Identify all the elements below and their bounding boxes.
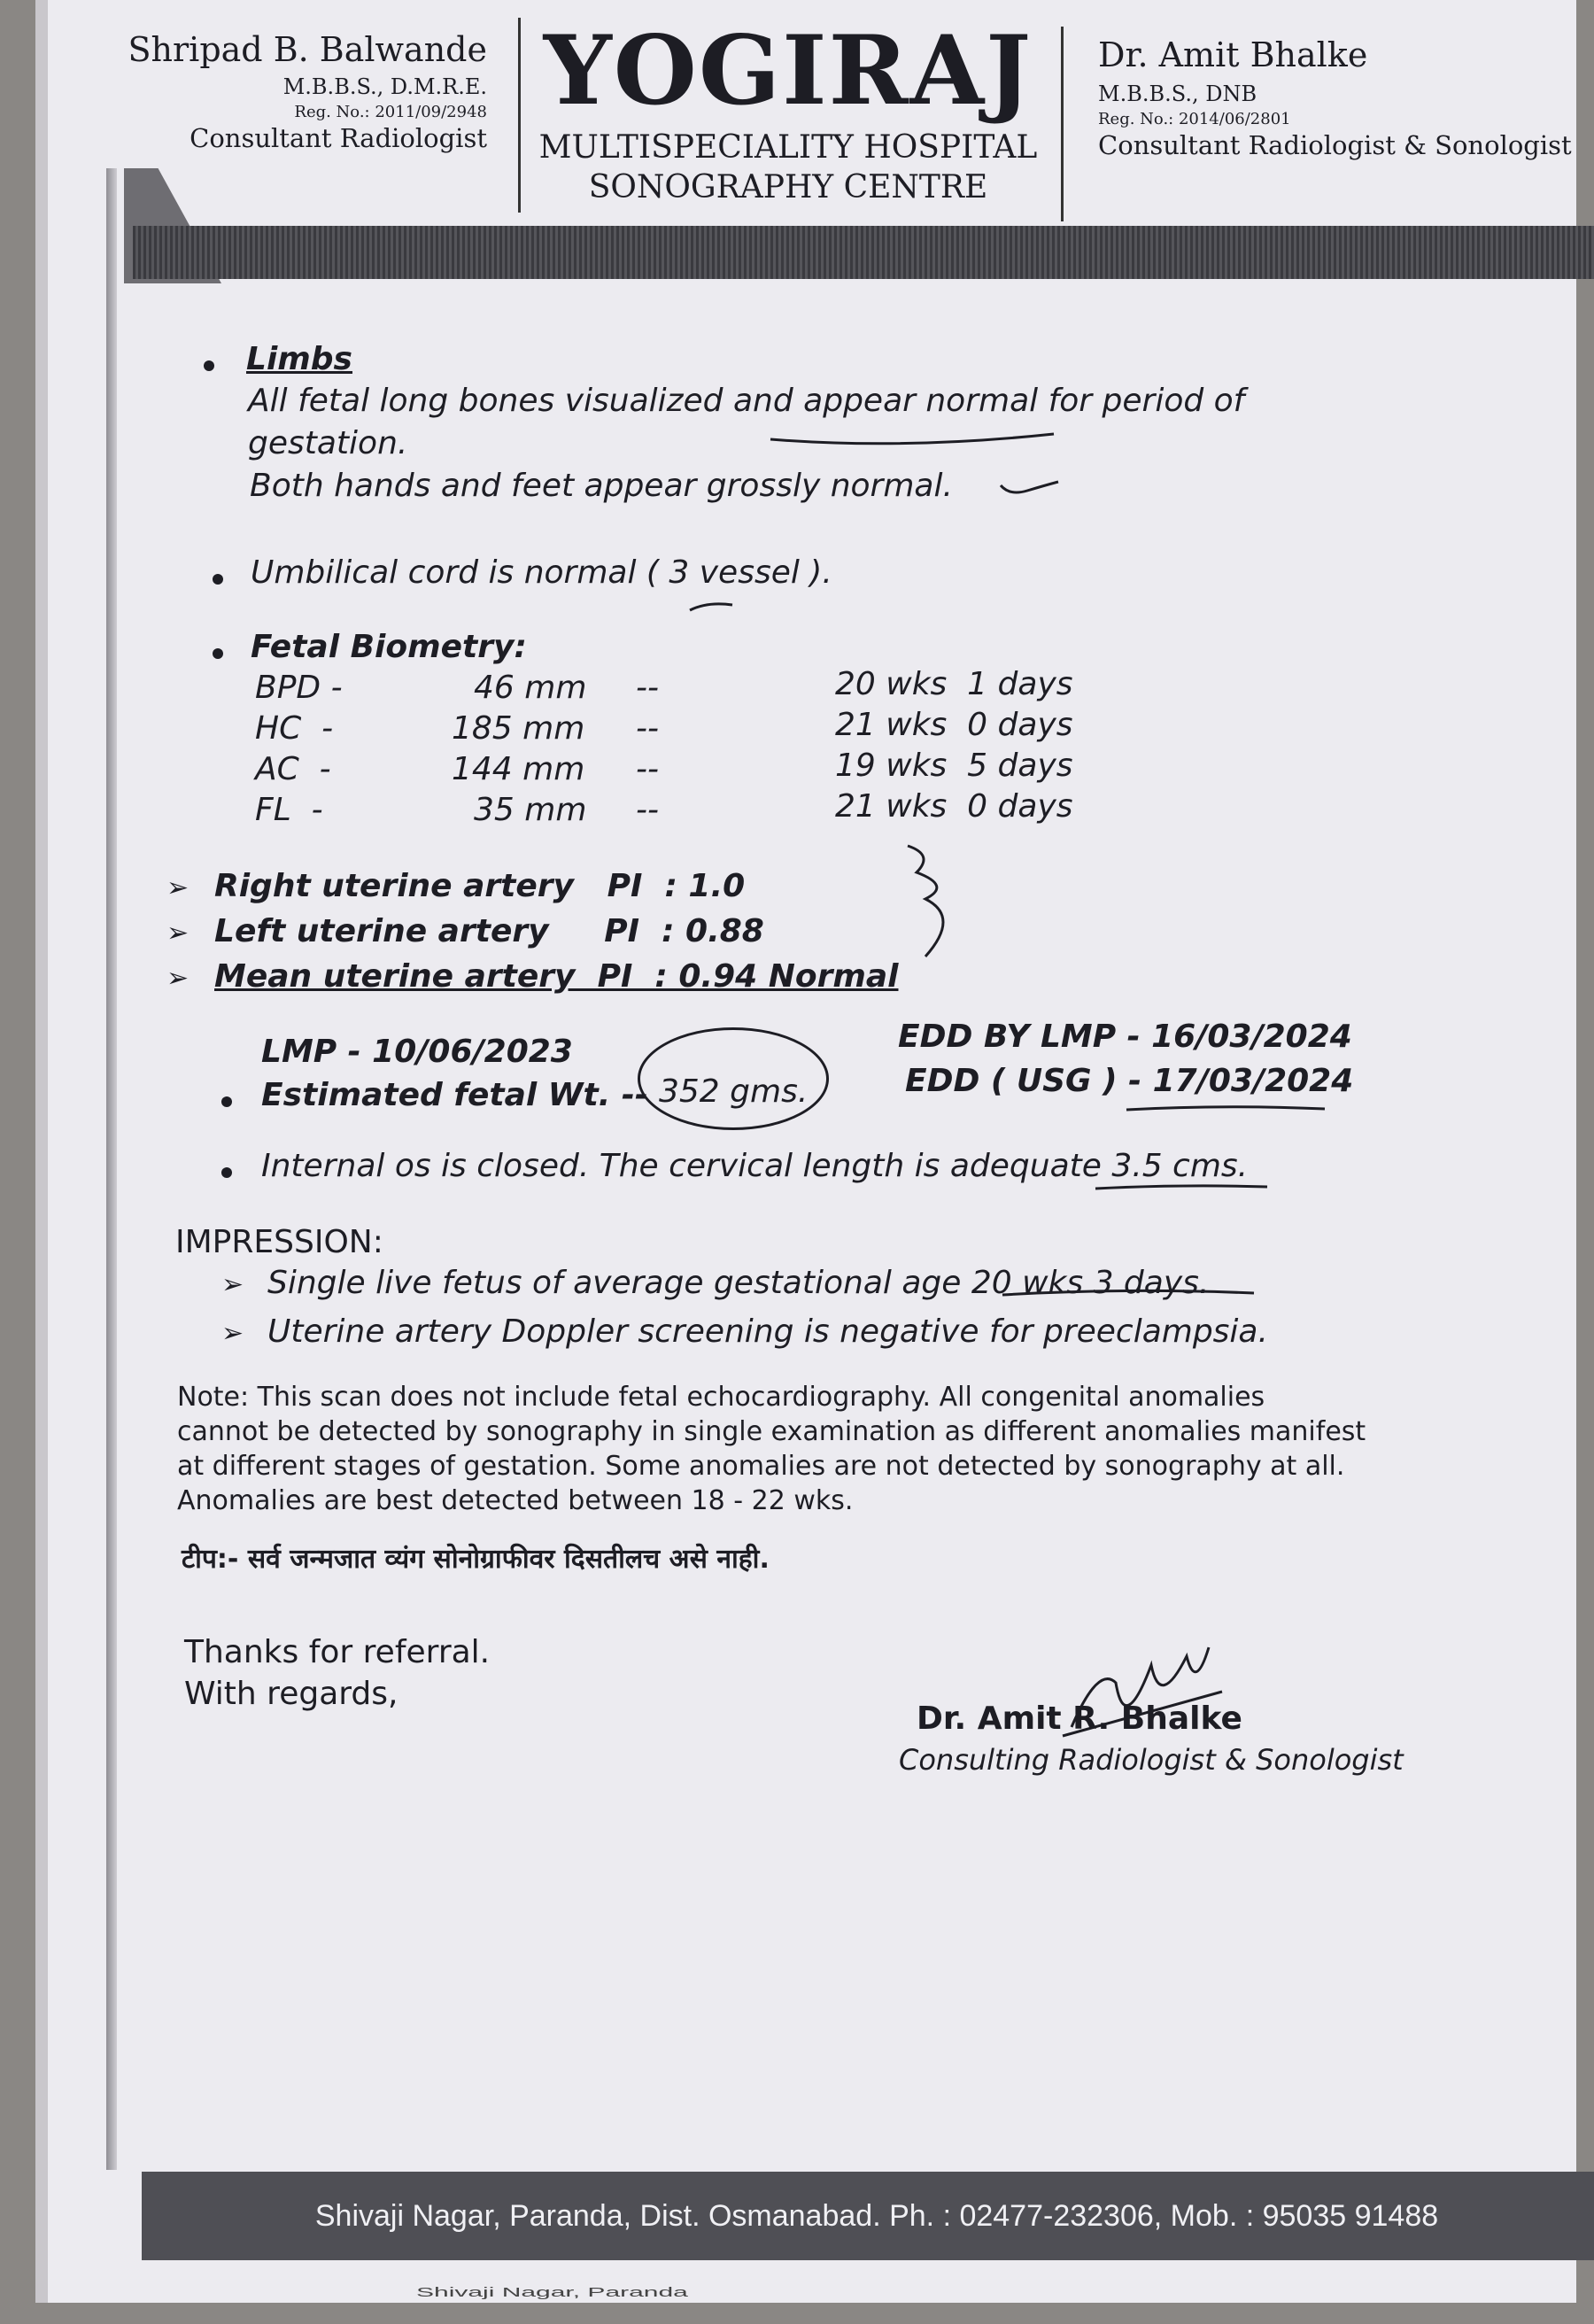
marathi-note: टीप:- सर्व जन्मजात व्यंग सोनोग्राफीवर दिसतीलच असे नाही. xyxy=(182,1544,770,1575)
note-line: cannot be detected by sonography in single examination as different anomalies manifest xyxy=(177,1416,1366,1447)
biometry-param: HC - xyxy=(255,710,334,747)
biometry-heading: Fetal Biometry: xyxy=(251,629,527,665)
thanks-text: Thanks for referral. xyxy=(184,1634,491,1670)
limbs-line: gestation. xyxy=(248,425,408,461)
biometry-value: 144 mm xyxy=(452,751,585,787)
left-doctor-name: Shripad B. Balwande xyxy=(128,30,487,69)
report-page xyxy=(35,0,1576,2303)
hospital-logo-block xyxy=(536,15,1041,205)
biometry-sep: -- xyxy=(636,670,659,706)
footer-bleed-text: Shivaji Nagar, Paranda xyxy=(416,2285,688,2300)
right-doctor-reg: Reg. No.: 2014/06/2801 xyxy=(1098,110,1291,128)
hospital-subtitle: MULTISPECIALITY HOSPITAL xyxy=(538,129,1038,166)
left-uterine-artery: Left uterine artery PI : 0.88 xyxy=(214,913,764,949)
header-divider xyxy=(518,18,521,213)
bullet-icon xyxy=(221,1167,232,1178)
impression-heading: IMPRESSION: xyxy=(175,1224,383,1260)
biometry-age: 21 wks 0 days xyxy=(835,707,1073,743)
impression-item: Uterine artery Doppler screening is negative for preeclampsia. xyxy=(267,1313,1268,1350)
arrow-bullet-icon: ➢ xyxy=(166,963,190,994)
lmp-date: LMP - 10/06/2023 xyxy=(261,1034,573,1070)
pen-circle-mark xyxy=(638,1027,829,1130)
umbilical-cord-text: Umbilical cord is normal ( 3 vessel ). xyxy=(251,554,832,591)
pen-underline-mark xyxy=(1094,1181,1271,1194)
impression-item: Single live fetus of average gestational age 20 wks 3 days. xyxy=(267,1265,1210,1301)
biometry-value: 35 mm xyxy=(474,792,587,828)
biometry-param: FL - xyxy=(255,792,323,828)
limbs-line: Both hands and feet appear grossly normal. xyxy=(250,468,953,504)
cervical-length-text: Internal os is closed. The cervical length is adequate 3.5 cms. xyxy=(261,1148,1249,1184)
header-left-doctor xyxy=(97,30,487,153)
arrow-bullet-icon: ➢ xyxy=(221,1269,244,1300)
biometry-value: 185 mm xyxy=(452,710,585,747)
doctor-signature-title: Consulting Radiologist & Sonologist xyxy=(899,1743,1404,1777)
pen-brace-mark xyxy=(899,837,970,970)
efw-label: Estimated fetal Wt. -- xyxy=(261,1077,648,1113)
note-line: Anomalies are best detected between 18 - 22 wks. xyxy=(177,1485,854,1516)
pen-underline-mark xyxy=(1125,1103,1328,1115)
biometry-sep: -- xyxy=(636,751,659,787)
pen-tick-mark xyxy=(686,598,739,616)
biometry-age: 21 wks 0 days xyxy=(835,788,1073,825)
right-doctor-name: Dr. Amit Bhalke xyxy=(1098,35,1368,74)
biometry-sep: -- xyxy=(636,710,659,747)
edd-usg: EDD ( USG ) - 17/03/2024 xyxy=(905,1063,1354,1099)
left-doctor-role: Consultant Radiologist xyxy=(190,123,487,153)
note-line: Note: This scan does not include fetal echocardiography. All congenital anomalies xyxy=(177,1382,1265,1413)
bullet-icon xyxy=(221,1096,232,1107)
limbs-heading: Limbs xyxy=(246,341,352,377)
header-divider xyxy=(1061,27,1064,221)
efw-value: 352 gms. xyxy=(659,1073,809,1110)
note-line: at different stages of gestation. Some anomalies are not detected by sonography at all. xyxy=(177,1451,1345,1482)
hospital-subtitle-2: SONOGRAPHY CENTRE xyxy=(588,169,988,205)
limbs-line: All fetal long bones visualized and appear normal for period of xyxy=(248,383,1245,419)
footer-address-band xyxy=(142,2172,1594,2260)
right-doctor-role: Consultant Radiologist & Sonologist xyxy=(1098,130,1572,160)
bullet-icon xyxy=(213,574,223,585)
hospital-name: YOGIRAJ xyxy=(543,15,1033,127)
pen-underline-mark xyxy=(1001,1284,1257,1302)
biometry-age: 20 wks 1 days xyxy=(835,666,1073,702)
arrow-bullet-icon: ➢ xyxy=(221,1318,244,1349)
right-doctor-degree: M.B.B.S., DNB xyxy=(1098,81,1257,106)
pen-underline-mark xyxy=(744,414,1098,512)
bullet-icon xyxy=(213,648,223,659)
header-right-doctor xyxy=(1098,35,1594,160)
doctor-signature-name: Dr. Amit R. Bhalke xyxy=(917,1700,1242,1737)
header-band xyxy=(133,226,1594,279)
edd-by-lmp: EDD BY LMP - 16/03/2024 xyxy=(898,1019,1352,1055)
bullet-icon xyxy=(204,360,214,371)
biometry-param: AC - xyxy=(255,751,331,787)
arrow-bullet-icon: ➢ xyxy=(166,872,190,903)
biometry-sep: -- xyxy=(636,792,659,828)
footer-address: Shivaji Nagar, Paranda, Dist. Osmanabad. Ph. : 02477-232306, Mob. : 95035 91488 xyxy=(314,2198,1439,2233)
arrow-bullet-icon: ➢ xyxy=(166,918,190,949)
left-doctor-degree: M.B.B.S., D.M.R.E. xyxy=(282,74,487,99)
biometry-age: 19 wks 5 days xyxy=(835,748,1073,784)
biometry-param: BPD - xyxy=(255,670,343,706)
right-uterine-artery: Right uterine artery PI : 1.0 xyxy=(214,868,746,904)
left-doctor-reg: Reg. No.: 2011/09/2948 xyxy=(294,103,487,121)
biometry-value: 46 mm xyxy=(474,670,587,706)
regards-text: With regards, xyxy=(184,1676,398,1712)
mean-uterine-artery: Mean uterine artery PI : 0.94 Normal xyxy=(214,958,899,995)
signature-scribble xyxy=(1054,1630,1231,1745)
